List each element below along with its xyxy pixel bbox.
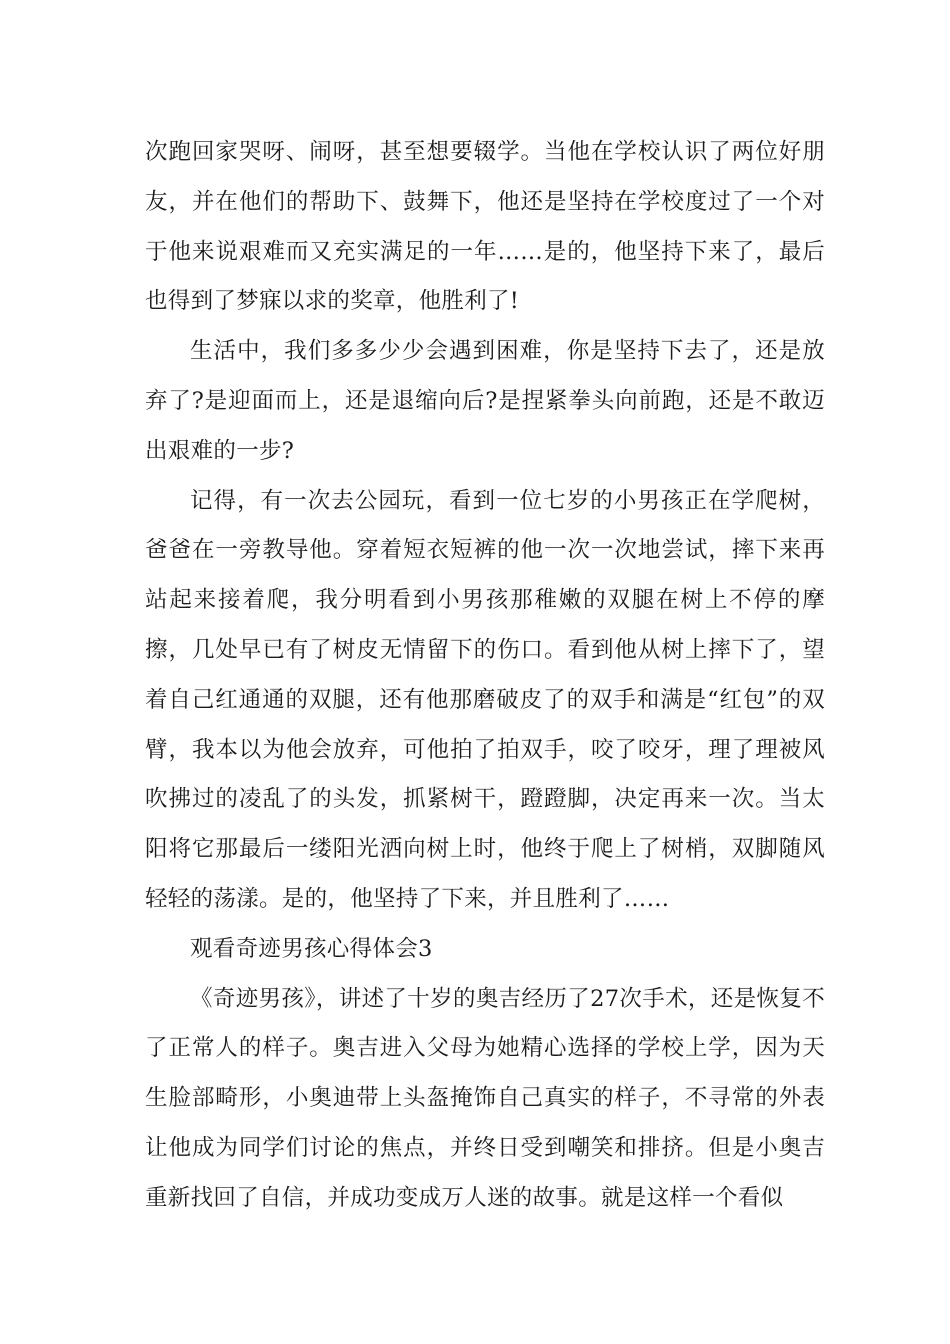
paragraph-continuation: 次跑回家哭呀、闹呀，甚至想要辍学。当他在学校认识了两位好朋友，并在他们的帮助下、鼓舞下，他还是坚持在学校度过了一个对于他来说艰难而又充实满足的一年……是的，他坚持下来了，最后也得到了梦寐以求的奖章，他胜利了! <box>145 139 825 315</box>
section-heading: 观看奇迹男孩心得体会3 <box>190 935 433 962</box>
paragraph-tree-climbing: 记得，有一次去公园玩，看到一位七岁的小男孩正在学爬树，爸爸在一旁教导他。穿着短衣短裤的他一次一次地尝试，摔下来再站起来接着爬，我分明看到小男孩那稚嫩的双腿在树上不停的摩擦，几处早已有了树皮无情留下的伤口。看到他从树上摔下了，望着自己红通通的双腿，还有他那磨破皮了的双手和满是“红包”的双臂，我本以为他会放弃，可他拍了拍双手，咬了咬牙，理了理被风吹拂过的凌乱了的头发，抓紧树干，蹬蹬脚，决定再来一次。当太阳将它那最后一缕阳光洒向树上时，他终于爬上了树梢，双脚随风轻轻的荡漾。是的，他坚持了下来，并且胜利了…… <box>145 487 825 912</box>
paragraph-difficulties: 生活中，我们多多少少会遇到困难，你是坚持下去了，还是放弃了?是迎面而上，还是退缩向后?是捏紧拳头向前跑，还是不敢迈出艰难的一步? <box>145 338 825 464</box>
document-body <box>145 128 825 1224</box>
paragraph-wonder-summary: 《奇迹男孩》，讲述了十岁的奥吉经历了27次手术，还是恢复不了正常人的样子。奥吉进入父母为她精心选择的学校上学，因为天生脸部畸形，小奥迪带上头盔掩饰自己真实的样子，不寻常的外表让他成为同学们讨论的焦点，并终日受到嘲笑和排挤。但是小奥吉重新找回了自信，并成功变成万人迷的故事。就是这样一个看似 <box>145 985 825 1211</box>
